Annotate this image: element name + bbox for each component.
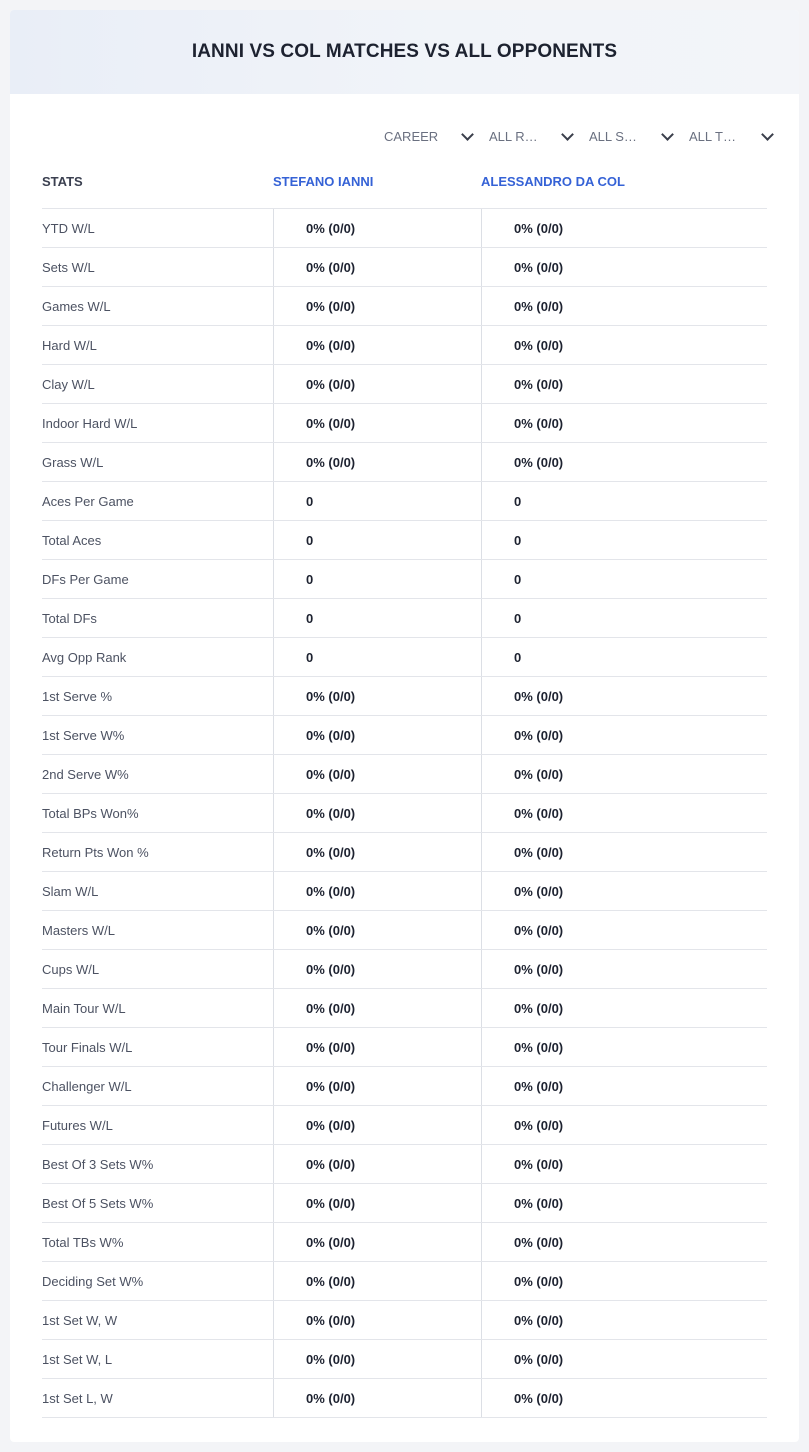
player1-value: 0% (0/0): [273, 989, 481, 1027]
table-row: [42, 716, 767, 755]
round-select[interactable]: [489, 126, 574, 146]
stat-label: Deciding Set W%: [42, 1273, 144, 1289]
stat-label: Slam W/L: [42, 883, 99, 899]
player1-value: 0% (0/0): [273, 833, 481, 871]
player1-value: 0% (0/0): [273, 1340, 481, 1378]
player2-value: 0% (0/0): [481, 1145, 767, 1183]
table-row: [42, 326, 767, 365]
stat-label: Aces Per Game: [42, 493, 134, 509]
stat-label: YTD W/L: [42, 220, 95, 236]
player2-value: 0% (0/0): [481, 950, 767, 988]
table-row: [42, 833, 767, 872]
round-select-value: ALL R…: [489, 128, 538, 144]
table-row: [42, 677, 767, 716]
table-row: [42, 560, 767, 599]
table-row: [42, 1067, 767, 1106]
table-row: [42, 404, 767, 443]
player2-value: 0% (0/0): [481, 794, 767, 832]
player2-value: 0% (0/0): [481, 326, 767, 364]
player1-value: 0% (0/0): [273, 1145, 481, 1183]
player2-value: 0% (0/0): [481, 1106, 767, 1144]
player1-value: 0% (0/0): [273, 248, 481, 286]
table-body: [42, 209, 767, 1418]
table-row: [42, 443, 767, 482]
table-row: [42, 1145, 767, 1184]
player1-value: 0% (0/0): [273, 1262, 481, 1300]
table-row: [42, 1301, 767, 1340]
stat-label: Total DFs: [42, 610, 97, 626]
player2-value: 0% (0/0): [481, 1301, 767, 1339]
player1-value: 0% (0/0): [273, 794, 481, 832]
table-row: [42, 287, 767, 326]
chevron-down-icon: [661, 128, 674, 141]
table-row: [42, 950, 767, 989]
player2-value: 0% (0/0): [481, 1223, 767, 1261]
table-row: [42, 872, 767, 911]
tournament-select-value: ALL T…: [689, 128, 736, 144]
page-title: IANNI VS COL MATCHES VS ALL OPPONENTS: [191, 41, 618, 62]
stat-label: Challenger W/L: [42, 1078, 132, 1094]
table-row: [42, 1106, 767, 1145]
stats-card: [10, 10, 799, 1442]
player1-value: 0% (0/0): [273, 872, 481, 910]
player1-value: 0% (0/0): [273, 716, 481, 754]
player1-value: 0% (0/0): [273, 677, 481, 715]
tournament-select[interactable]: [689, 126, 774, 146]
stat-label: Sets W/L: [42, 259, 95, 275]
player2-value: 0% (0/0): [481, 1262, 767, 1300]
table-row: [42, 1223, 767, 1262]
player1-value: 0% (0/0): [273, 1379, 481, 1417]
player2-value: 0% (0/0): [481, 1379, 767, 1417]
player1-value: 0: [273, 482, 481, 520]
player1-value: 0% (0/0): [273, 209, 481, 247]
filter-bar: [384, 126, 767, 146]
table-row: [42, 1184, 767, 1223]
player2-value: 0: [481, 599, 767, 637]
table-row: [42, 209, 767, 248]
player2-value: 0% (0/0): [481, 833, 767, 871]
table-row: [42, 755, 767, 794]
chevron-down-icon: [761, 128, 774, 141]
stat-label: Hard W/L: [42, 337, 97, 353]
player1-value: 0% (0/0): [273, 911, 481, 949]
player1-value: 0% (0/0): [273, 1223, 481, 1261]
player2-value: 0% (0/0): [481, 248, 767, 286]
player1-value: 0% (0/0): [273, 1184, 481, 1222]
player2-value: 0% (0/0): [481, 989, 767, 1027]
stat-label: Return Pts Won %: [42, 844, 149, 860]
player2-value: 0% (0/0): [481, 209, 767, 247]
stat-label: Tour Finals W/L: [42, 1039, 133, 1055]
player2-value: 0% (0/0): [481, 755, 767, 793]
player1-value: 0: [273, 599, 481, 637]
player2-value: 0% (0/0): [481, 716, 767, 754]
player2-value: 0% (0/0): [481, 911, 767, 949]
stat-label: 1st Set L, W: [42, 1390, 113, 1406]
column-header-stats: STATS: [42, 174, 83, 189]
table-row: [42, 365, 767, 404]
table-row: [42, 989, 767, 1028]
player2-value: 0% (0/0): [481, 443, 767, 481]
player2-value: 0% (0/0): [481, 1067, 767, 1105]
chevron-down-icon: [561, 128, 574, 141]
player1-value: 0% (0/0): [273, 950, 481, 988]
player2-value: 0% (0/0): [481, 404, 767, 442]
player1-value: 0% (0/0): [273, 287, 481, 325]
table-row: [42, 1340, 767, 1379]
player2-value: 0% (0/0): [481, 872, 767, 910]
chevron-down-icon: [461, 128, 474, 141]
table-row: [42, 248, 767, 287]
player1-value: 0% (0/0): [273, 404, 481, 442]
player2-value: 0% (0/0): [481, 677, 767, 715]
player1-value: 0% (0/0): [273, 1106, 481, 1144]
period-select[interactable]: [384, 126, 474, 146]
player2-value: 0% (0/0): [481, 1028, 767, 1066]
stat-label: Games W/L: [42, 298, 111, 314]
stats-table: [42, 168, 767, 1418]
stat-label: 2nd Serve W%: [42, 766, 129, 782]
table-row: [42, 638, 767, 677]
player1-value: 0% (0/0): [273, 755, 481, 793]
surface-select[interactable]: [589, 126, 674, 146]
table-row: [42, 794, 767, 833]
period-select-value: CAREER: [384, 128, 439, 144]
player1-value: 0: [273, 638, 481, 676]
player2-value: 0% (0/0): [481, 365, 767, 403]
stat-label: Masters W/L: [42, 922, 115, 938]
player1-value: 0: [273, 560, 481, 598]
stat-label: 1st Serve W%: [42, 727, 125, 743]
stat-label: 1st Set W, W: [42, 1312, 118, 1328]
player1-value: 0% (0/0): [273, 365, 481, 403]
table-row: [42, 911, 767, 950]
stat-label: Futures W/L: [42, 1117, 113, 1133]
stat-label: Best Of 3 Sets W%: [42, 1156, 154, 1172]
player1-value: 0% (0/0): [273, 443, 481, 481]
column-header-player1[interactable]: STEFANO IANNI: [273, 174, 374, 189]
player2-value: 0: [481, 521, 767, 559]
table-row: [42, 1262, 767, 1301]
player1-value: 0% (0/0): [273, 1028, 481, 1066]
table-row: [42, 1379, 767, 1418]
player1-value: 0% (0/0): [273, 1067, 481, 1105]
surface-select-value: ALL S…: [589, 128, 637, 144]
player2-value: 0: [481, 482, 767, 520]
table-row: [42, 599, 767, 638]
player1-value: 0: [273, 521, 481, 559]
stat-label: Grass W/L: [42, 454, 104, 470]
stat-label: 1st Serve %: [42, 688, 113, 704]
stat-label: Total BPs Won%: [42, 805, 139, 821]
player2-value: 0: [481, 560, 767, 598]
column-header-player2[interactable]: ALESSANDRO DA COL: [481, 174, 625, 189]
stat-label: Cups W/L: [42, 961, 100, 977]
stat-label: Total TBs W%: [42, 1234, 124, 1250]
table-row: [42, 521, 767, 560]
stat-label: Best Of 5 Sets W%: [42, 1195, 154, 1211]
table-row: [42, 1028, 767, 1067]
card-header: [10, 10, 799, 94]
player2-value: 0% (0/0): [481, 287, 767, 325]
stat-label: Total Aces: [42, 532, 102, 548]
player2-value: 0: [481, 638, 767, 676]
table-row: [42, 482, 767, 521]
stat-label: Main Tour W/L: [42, 1000, 126, 1016]
stat-label: DFs Per Game: [42, 571, 129, 587]
stat-label: Indoor Hard W/L: [42, 415, 138, 431]
player2-value: 0% (0/0): [481, 1184, 767, 1222]
stat-label: Avg Opp Rank: [42, 649, 127, 665]
stat-label: Clay W/L: [42, 376, 95, 392]
player2-value: 0% (0/0): [481, 1340, 767, 1378]
stat-label: 1st Set W, L: [42, 1351, 113, 1367]
player1-value: 0% (0/0): [273, 1301, 481, 1339]
player1-value: 0% (0/0): [273, 326, 481, 364]
table-header: [42, 168, 767, 209]
